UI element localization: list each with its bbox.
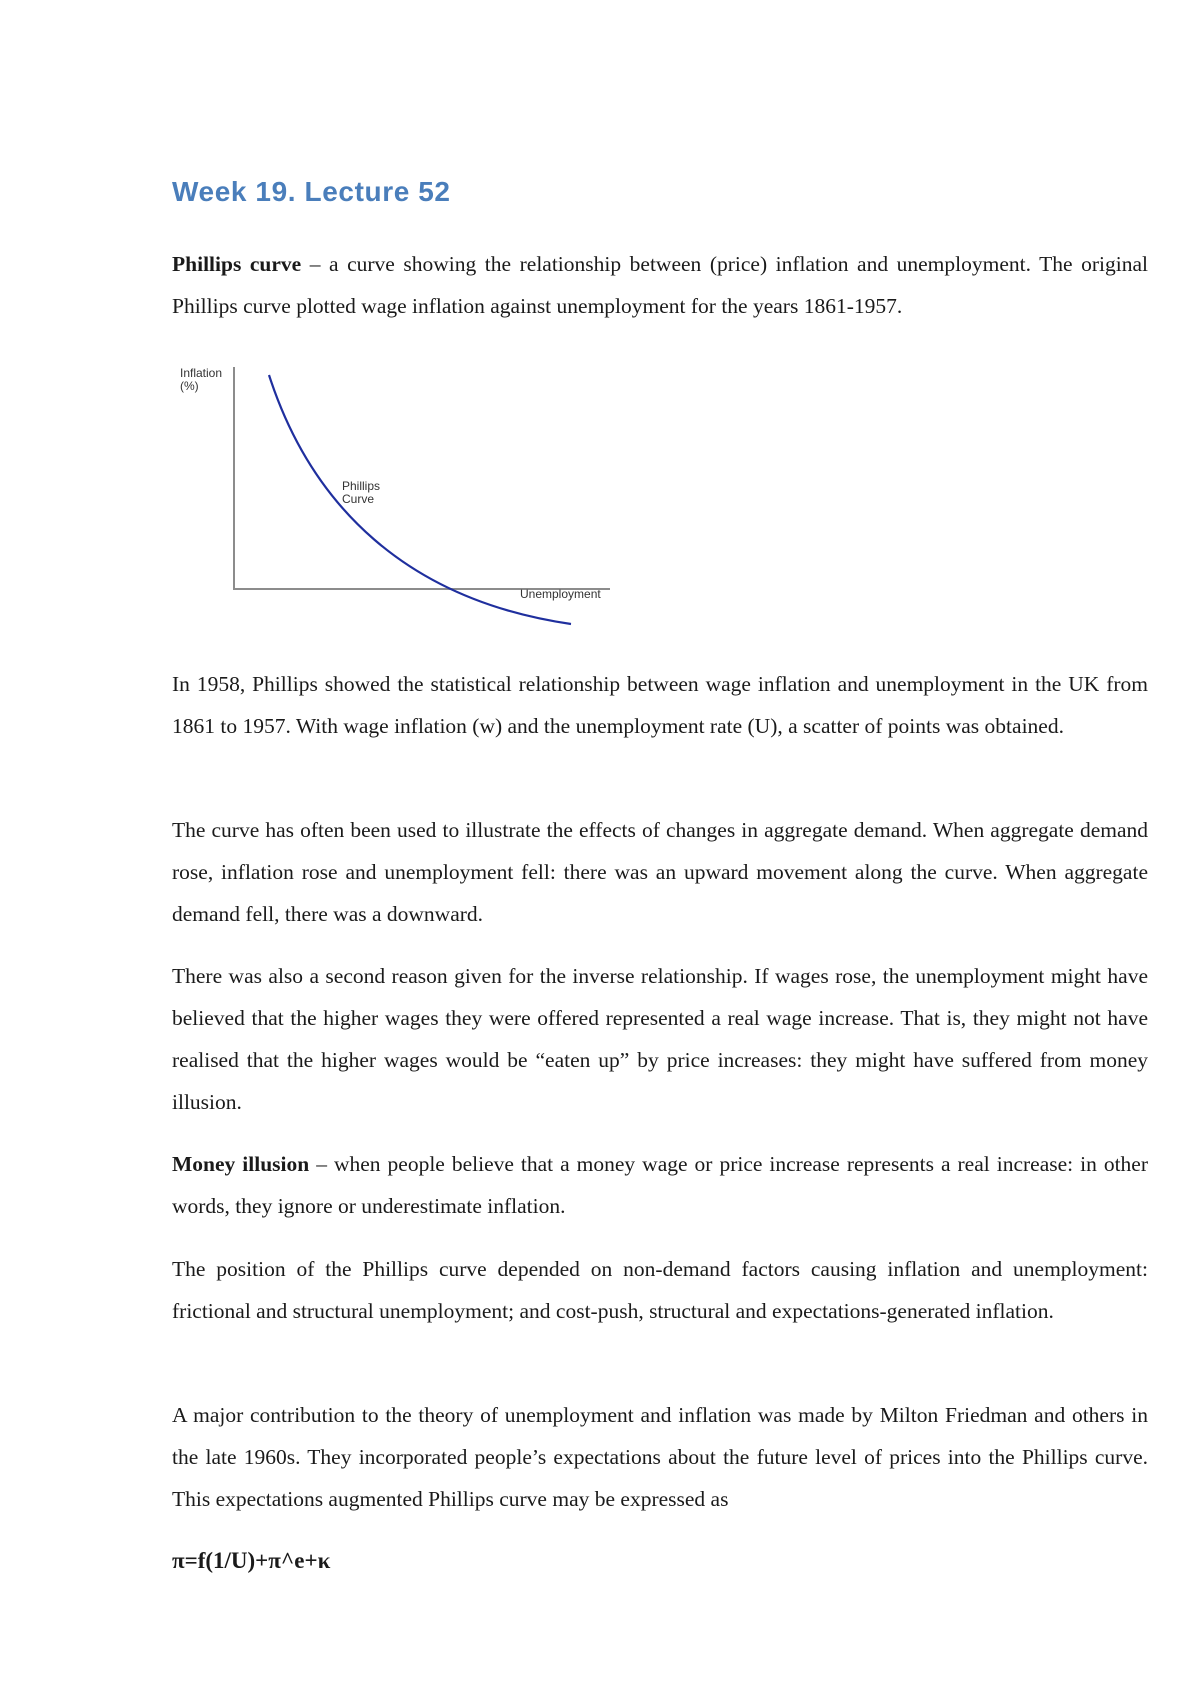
- paragraph-phillips-curve-definition: [172, 243, 1148, 327]
- paragraph-friedman: A major contribution to the theory of unemployment and inflation was made by Milton Friedman and others in the late 1960s. They incorporated people’s expectations about the future level of prices into the Phillips curve. This expectations augmented Phillips curve may be expressed as: [172, 1403, 1148, 1511]
- paragraph-second-reason: There was also a second reason given for the inverse relationship. If wages rose, the unemployment might have believed that the higher wages they were offered represented a real wage increase. That is, they might not have realised that the higher wages would be “eaten up” by price increases: they might have suffered from money illusion.: [172, 964, 1148, 1114]
- phillips-curve-diagram: [176, 360, 626, 635]
- definition-text: – a curve showing the relationship between (price) inflation and unemployment. The original Phillips curve plotted wage inflation against unemployment for the years 1861-1957.: [172, 252, 1148, 318]
- y-axis-label-line2: (%): [180, 379, 199, 393]
- curve-label-line1: Phillips: [342, 479, 381, 493]
- term-phillips-curve: Phillips curve: [172, 252, 302, 276]
- phillips-curve-figure: [176, 360, 626, 635]
- term-money-illusion: Money illusion: [172, 1152, 310, 1176]
- paragraph-aggregate-demand: The curve has often been used to illustrate the effects of changes in aggregate demand. When aggregate demand rose, inflation rose and unemployment fell: there was an upward movement along the curve. When aggregate demand fell, there was a downward.: [172, 818, 1148, 926]
- curve-label-line2: Curve: [342, 492, 375, 506]
- formula: π=f(1/U)+π^e+κ: [172, 1548, 331, 1573]
- x-axis-label: Unemployment: [520, 587, 601, 601]
- paragraph-phillips-1958: In 1958, Phillips showed the statistical relationship between wage inflation and unemployment in the UK from 1861 to 1957. With wage inflation (w) and the unemployment rate (U), a scatter of points was obtained.: [172, 672, 1148, 738]
- paragraph-money-illusion-definition: [172, 1143, 1148, 1227]
- paragraph-curve-position: The position of the Phillips curve depended on non-demand factors causing inflation and unemployment: frictional and structural unemployment; and cost-push, structural and expectations-generated inflation.: [172, 1257, 1148, 1323]
- y-axis-label-line1: Inflation: [180, 366, 223, 380]
- page-title: Week 19. Lecture 52: [172, 176, 451, 207]
- definition-text: – when people believe that a money wage or price increase represents a real increase: in other words, they ignore or underestimate inflation.: [172, 1152, 1149, 1218]
